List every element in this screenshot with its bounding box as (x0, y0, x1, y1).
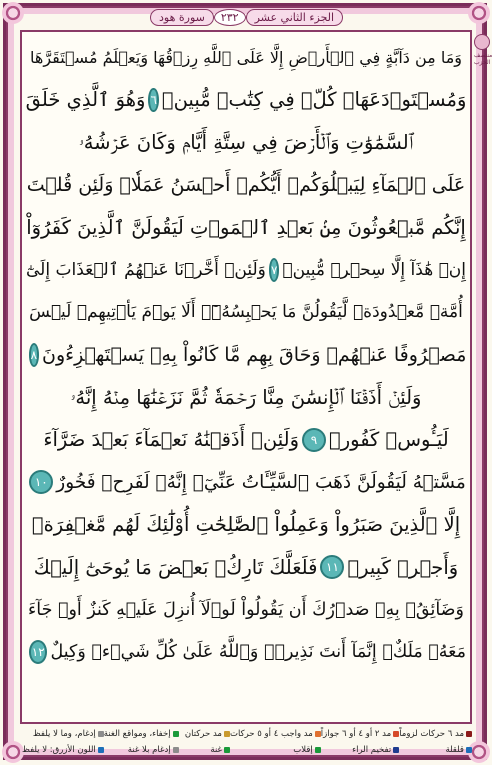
legend-label: إقلاب (293, 745, 313, 755)
verse-line (26, 121, 466, 164)
ayah-number-marker: ١٢ (29, 640, 47, 664)
legend-item (104, 729, 179, 739)
legend-swatch-icon (173, 747, 179, 753)
legend-swatch-icon (393, 731, 399, 737)
legend-label: مد واجب ٤ أو ٥ حركات (229, 729, 313, 739)
verse-line (26, 164, 466, 207)
legend-item (179, 745, 230, 755)
verse-line (26, 546, 466, 589)
ayah-number-marker: ٧ (269, 258, 280, 282)
legend-label: مد ٢ أو ٤ أو ٦ جوازاً (320, 729, 392, 739)
verse-text: لَيَـُٔوسٞ كَفُورٞ (329, 428, 449, 452)
verse-text: عَلَى ٱلۡمَآءِ لِيَبۡلُوَكُمۡ أَيُّكُمۡ أَحۡسَنُ عَمَلٗاۗ وَلَئِن قُلۡتَ (26, 173, 466, 196)
legend-swatch-icon (466, 731, 472, 737)
verse-text: إِنۡ هَٰذَآ إِلَّا سِحۡرٞ مُّبِينٞ (282, 259, 466, 280)
verse-line (26, 249, 466, 292)
legend-label: إدغام، وما لا يلفظ (32, 729, 96, 739)
corner-ornament-icon (2, 741, 24, 763)
corner-ornament-icon (2, 2, 24, 24)
page-header (150, 6, 340, 28)
verse-line (26, 461, 466, 504)
verse-text: وَضَآئِقُۢ بِهِۦ صَدۡرُكَ أَن يَقُولُواْ لَوۡلَآ أُنزِلَ عَلَيۡهِ كَنزٌ أَوۡ جَآءَ (28, 599, 464, 620)
legend-label: تفخيم الراء (352, 745, 392, 755)
legend-item (321, 745, 399, 755)
verse-text: إِنَّكُم مَّبۡعُوثُونَ مِنۢ بَعۡدِ ٱلۡمَوۡتِ لَيَقُولَنَّ ٱلَّذِينَ كَفَرُوٓاْ (26, 215, 466, 239)
surah-name: سورة هود (150, 9, 214, 26)
corner-ornament-icon (468, 2, 490, 24)
verse-line (26, 631, 466, 674)
verse-line (26, 334, 466, 377)
legend-swatch-icon (315, 731, 321, 737)
ayah-number-marker: ١١ (320, 555, 344, 579)
legend-swatch-icon (224, 747, 230, 753)
ayah-number-marker: ٩ (302, 428, 326, 452)
verse-text: أُمَّةٖ مَّعۡدُودَةٖ لَّيَقُولُنَّ مَا يَحۡبِسُهُۥٓۗ أَلَا يَوۡمَ يَأۡتِيهِمۡ لَيۡسَ (29, 302, 463, 323)
legend-item (22, 745, 104, 755)
juz-name: الجزء الثاني عشر (246, 9, 344, 26)
verse-line (26, 291, 466, 334)
verse-line (26, 589, 466, 632)
legend-swatch-icon (466, 747, 472, 753)
legend-item (399, 729, 472, 739)
verse-line (26, 79, 466, 122)
verse-text: وَمُسۡتَوۡدَعَهَاۚ كُلّٞ فِي كِتَٰبٖ مُّبِينٖ (161, 88, 467, 112)
ayah-number-marker: ٨ (29, 343, 39, 367)
legend-label: إخفاء، ومواقع الغنة (103, 729, 171, 739)
legend-label: قلقلة (445, 745, 464, 755)
verse-text: مَسَّتۡهُ لَيَقُولَنَّ ذَهَبَ ٱلسَّيِّـَٔاتُ عَنِّيٓۚ إِنَّهُۥ لَفَرِحٞ فَخُورٌ (56, 471, 466, 493)
verse-line (26, 376, 466, 419)
verse-line (26, 504, 466, 547)
verse-text: ٱلسَّمَٰوَٰتِ وَٱلۡأَرۡضَ فِي سِتَّةِ أَيَّامٖ وَكَانَ عَرۡشُهُۥ (78, 130, 414, 154)
legend-item (230, 745, 321, 755)
legend-swatch-icon (173, 731, 179, 737)
legend-item (399, 745, 472, 755)
legend-swatch-icon (393, 747, 399, 753)
verse-line (26, 206, 466, 249)
legend-swatch-icon (315, 747, 321, 753)
legend-label: إدغام بلا غنة (127, 745, 171, 755)
verse-line (26, 36, 466, 79)
legend-label: غنة (210, 745, 222, 755)
page-number: ٢٣٢ (214, 9, 246, 26)
hizb-marker-icon (474, 34, 490, 50)
verse-text: وَلَئِنۡ أَذَقۡنَا ٱلۡإِنسَٰنَ مِنَّا رَحۡمَةٗ ثُمَّ نَزَعۡنَٰهَا مِنۡهُ إِنَّهُۥ (70, 385, 422, 409)
verse-line (26, 419, 466, 462)
legend-label: اللون الأزرق: لا يلفظ (22, 745, 96, 755)
hizb-note: منتصف الحزب (474, 52, 492, 66)
legend-item (179, 729, 230, 739)
legend-swatch-icon (98, 731, 104, 737)
tajweed-legend (22, 726, 472, 758)
verse-text: وَهُوَ ٱلَّذِي خَلَقَ (25, 88, 146, 112)
ayah-number-marker: ٦ (148, 88, 158, 112)
verse-text: مَصۡرُوفًا عَنۡهُمۡ وَحَاقَ بِهِم مَّا كَانُواْ بِهِۦ يَسۡتَهۡزِءُونَ (42, 343, 467, 366)
verse-text: مَعَهُۥ مَلَكٌۚ إِنَّمَآ أَنتَ نَذِيرٞۚ وَٱللَّهُ عَلَىٰ كُلِّ شَيۡءٖ وَكِيلٌ (50, 642, 466, 663)
verse-lines (26, 36, 466, 674)
ayah-number-marker: ١٠ (29, 470, 53, 494)
legend-item (230, 729, 321, 739)
legend-item (104, 745, 179, 755)
legend-label: مد حركتان (184, 729, 222, 739)
legend-label: مد ٦ حركات لزوماً (399, 729, 464, 739)
legend-item (321, 729, 399, 739)
verse-text: فَلَعَلَّكَ تَارِكُۢ بَعۡضَ مَا يُوحَىٰٓ إِلَيۡكَ (33, 555, 318, 579)
verse-text: وَمَا مِن دَآبَّةٍ فِي ٱلۡأَرۡضِ إِلَّا عَلَى ٱللَّهِ رِزۡقُهَا وَيَعۡلَمُ مُسۡتَقَرَّهَا (30, 47, 462, 67)
verse-text: وَلَئِنۡ أَذَقۡنَٰهُ نَعۡمَآءَ بَعۡدَ ضَرَّآءَ (43, 428, 299, 452)
verse-text: وَأَجۡرٞ كَبِيرٞ (347, 555, 459, 579)
verse-text: وَلَئِنۡ أَخَّرۡنَا عَنۡهُمُ ٱلۡعَذَابَ إِلَىٰٓ (26, 260, 266, 281)
legend-item (22, 729, 104, 739)
verse-text: إِلَّا ٱلَّذِينَ صَبَرُواْ وَعَمِلُواْ ٱلصَّٰلِحَٰتِ أُوْلَٰٓئِكَ لَهُم مَّغۡفِرَةٞ (31, 513, 461, 537)
legend-swatch-icon (98, 747, 104, 753)
legend-swatch-icon (224, 731, 230, 737)
